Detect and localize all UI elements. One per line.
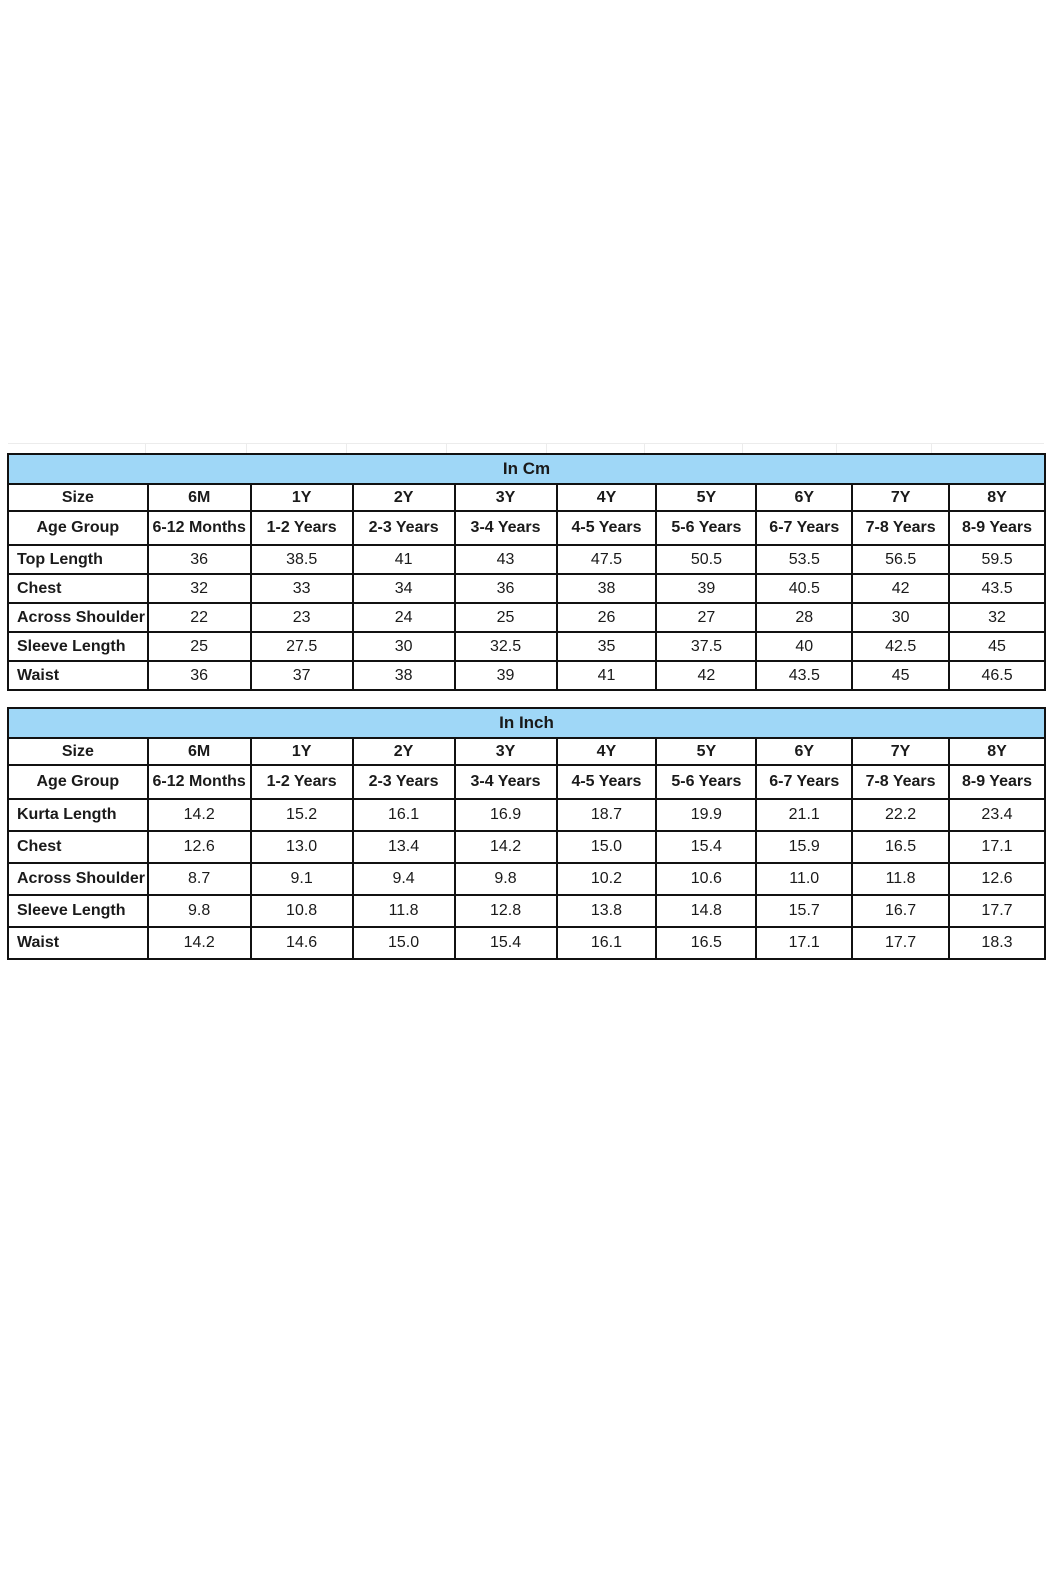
table-row: [8, 927, 1045, 959]
measurement-value: 14.2: [148, 927, 251, 959]
measurement-value: 32.5: [455, 632, 557, 661]
size-label: Size: [8, 484, 148, 511]
table-title-row: [8, 454, 1045, 484]
measurement-value: 39: [656, 574, 756, 603]
table-title-row: [8, 708, 1045, 738]
measurement-value: 38: [557, 574, 657, 603]
table-row: [8, 574, 1045, 603]
age-group-cell: 8-9 Years: [949, 511, 1045, 545]
size-header-row: [8, 738, 1045, 765]
size-header-cell: 6Y: [756, 738, 852, 765]
measurement-value: 40: [756, 632, 852, 661]
age-group-cell: 4-5 Years: [557, 511, 657, 545]
measurement-value: 15.0: [557, 831, 657, 863]
measurement-value: 15.4: [656, 831, 756, 863]
measurement-value: 12.8: [455, 895, 557, 927]
measurement-label: Top Length: [8, 545, 148, 574]
age-group-row: [8, 511, 1045, 545]
measurement-value: 13.8: [557, 895, 657, 927]
measurement-value: 17.1: [949, 831, 1045, 863]
measurement-value: 56.5: [852, 545, 949, 574]
measurement-value: 16.1: [557, 927, 657, 959]
measurement-value: 35: [557, 632, 657, 661]
age-group-cell: 1-2 Years: [251, 511, 353, 545]
measurement-value: 16.7: [852, 895, 949, 927]
table-row: [8, 545, 1045, 574]
size-label: Size: [8, 738, 148, 765]
size-header-cell: 3Y: [455, 484, 557, 511]
measurement-value: 13.0: [251, 831, 353, 863]
measurement-value: 27: [656, 603, 756, 632]
measurement-value: 25: [455, 603, 557, 632]
measurement-value: 11.8: [852, 863, 949, 895]
measurement-label: Sleeve Length: [8, 895, 148, 927]
measurement-value: 46.5: [949, 661, 1045, 690]
measurement-value: 50.5: [656, 545, 756, 574]
measurement-value: 42: [656, 661, 756, 690]
measurement-value: 9.8: [455, 863, 557, 895]
measurement-value: 17.7: [949, 895, 1045, 927]
measurement-value: 14.2: [148, 799, 251, 831]
measurement-value: 17.7: [852, 927, 949, 959]
measurement-value: 42: [852, 574, 949, 603]
measurement-value: 40.5: [756, 574, 852, 603]
measurement-value: 21.1: [756, 799, 852, 831]
size-header-cell: 4Y: [557, 738, 657, 765]
measurement-value: 18.7: [557, 799, 657, 831]
measurement-label: Across Shoulder: [8, 863, 148, 895]
measurement-value: 10.6: [656, 863, 756, 895]
measurement-value: 47.5: [557, 545, 657, 574]
measurement-value: 36: [148, 545, 251, 574]
measurement-value: 53.5: [756, 545, 852, 574]
age-group-cell: 2-3 Years: [353, 511, 455, 545]
measurement-label: Chest: [8, 574, 148, 603]
age-group-cell: 3-4 Years: [455, 765, 557, 799]
size-header-row: [8, 484, 1045, 511]
measurement-value: 14.8: [656, 895, 756, 927]
size-header-cell: 8Y: [949, 738, 1045, 765]
measurement-value: 24: [353, 603, 455, 632]
age-group-cell: 2-3 Years: [353, 765, 455, 799]
measurement-label: Chest: [8, 831, 148, 863]
measurement-value: 16.5: [656, 927, 756, 959]
size-header-cell: 8Y: [949, 484, 1045, 511]
measurement-value: 27.5: [251, 632, 353, 661]
age-group-cell: 6-12 Months: [148, 765, 251, 799]
measurement-value: 19.9: [656, 799, 756, 831]
table-row: [8, 632, 1045, 661]
age-group-cell: 4-5 Years: [557, 765, 657, 799]
size-header-cell: 4Y: [557, 484, 657, 511]
measurement-label: Waist: [8, 661, 148, 690]
size-chart-cm: [7, 453, 1046, 691]
size-header-cell: 2Y: [353, 484, 455, 511]
measurement-value: 32: [148, 574, 251, 603]
size-header-cell: 5Y: [656, 484, 756, 511]
measurement-value: 30: [852, 603, 949, 632]
measurement-value: 15.9: [756, 831, 852, 863]
size-header-cell: 3Y: [455, 738, 557, 765]
table-row: [8, 895, 1045, 927]
table-row: [8, 661, 1045, 690]
measurement-value: 8.7: [148, 863, 251, 895]
measurement-value: 42.5: [852, 632, 949, 661]
measurement-value: 36: [455, 574, 557, 603]
measurement-value: 38.5: [251, 545, 353, 574]
age-group-cell: 3-4 Years: [455, 511, 557, 545]
age-group-row: [8, 765, 1045, 799]
measurement-value: 15.4: [455, 927, 557, 959]
measurement-value: 11.0: [756, 863, 852, 895]
measurement-value: 28: [756, 603, 852, 632]
measurement-value: 23: [251, 603, 353, 632]
age-group-cell: 8-9 Years: [949, 765, 1045, 799]
size-header-cell: 7Y: [852, 738, 949, 765]
measurement-value: 32: [949, 603, 1045, 632]
measurement-value: 36: [148, 661, 251, 690]
age-group-label: Age Group: [8, 765, 148, 799]
size-header-cell: 1Y: [251, 484, 353, 511]
table-title: In Cm: [8, 454, 1045, 484]
measurement-value: 37: [251, 661, 353, 690]
age-group-cell: 6-7 Years: [756, 511, 852, 545]
size-chart-inch: [7, 707, 1046, 960]
measurement-value: 15.7: [756, 895, 852, 927]
table-row: [8, 831, 1045, 863]
measurement-value: 39: [455, 661, 557, 690]
size-header-cell: 1Y: [251, 738, 353, 765]
measurement-value: 9.1: [251, 863, 353, 895]
measurement-value: 41: [353, 545, 455, 574]
measurement-value: 12.6: [148, 831, 251, 863]
measurement-value: 18.3: [949, 927, 1045, 959]
measurement-value: 16.1: [353, 799, 455, 831]
measurement-label: Waist: [8, 927, 148, 959]
size-header-cell: 7Y: [852, 484, 949, 511]
age-group-cell: 7-8 Years: [852, 511, 949, 545]
measurement-value: 43.5: [949, 574, 1045, 603]
measurement-value: 16.5: [852, 831, 949, 863]
size-header-cell: 6M: [148, 738, 251, 765]
measurement-value: 22: [148, 603, 251, 632]
table-row: [8, 799, 1045, 831]
measurement-value: 11.8: [353, 895, 455, 927]
measurement-value: 37.5: [656, 632, 756, 661]
measurement-value: 10.8: [251, 895, 353, 927]
table-row: [8, 863, 1045, 895]
measurement-value: 12.6: [949, 863, 1045, 895]
measurement-value: 16.9: [455, 799, 557, 831]
measurement-value: 45: [852, 661, 949, 690]
measurement-label: Across Shoulder: [8, 603, 148, 632]
size-header-cell: 5Y: [656, 738, 756, 765]
table-row: [8, 603, 1045, 632]
age-group-cell: 5-6 Years: [656, 765, 756, 799]
measurement-value: 38: [353, 661, 455, 690]
measurement-value: 41: [557, 661, 657, 690]
measurement-value: 43: [455, 545, 557, 574]
size-header-cell: 6Y: [756, 484, 852, 511]
measurement-value: 26: [557, 603, 657, 632]
measurement-value: 10.2: [557, 863, 657, 895]
measurement-value: 43.5: [756, 661, 852, 690]
measurement-value: 9.4: [353, 863, 455, 895]
measurement-value: 23.4: [949, 799, 1045, 831]
age-group-label: Age Group: [8, 511, 148, 545]
measurement-value: 25: [148, 632, 251, 661]
measurement-value: 14.6: [251, 927, 353, 959]
measurement-value: 9.8: [148, 895, 251, 927]
size-header-cell: 6M: [148, 484, 251, 511]
measurement-value: 30: [353, 632, 455, 661]
measurement-value: 45: [949, 632, 1045, 661]
measurement-value: 17.1: [756, 927, 852, 959]
measurement-value: 14.2: [455, 831, 557, 863]
measurement-value: 15.0: [353, 927, 455, 959]
measurement-value: 13.4: [353, 831, 455, 863]
measurement-value: 59.5: [949, 545, 1045, 574]
age-group-cell: 7-8 Years: [852, 765, 949, 799]
measurement-label: Sleeve Length: [8, 632, 148, 661]
measurement-value: 34: [353, 574, 455, 603]
measurement-value: 33: [251, 574, 353, 603]
measurement-label: Kurta Length: [8, 799, 148, 831]
age-group-cell: 6-7 Years: [756, 765, 852, 799]
table-title: In Inch: [8, 708, 1045, 738]
age-group-cell: 1-2 Years: [251, 765, 353, 799]
age-group-cell: 5-6 Years: [656, 511, 756, 545]
size-header-cell: 2Y: [353, 738, 455, 765]
measurement-value: 15.2: [251, 799, 353, 831]
age-group-cell: 6-12 Months: [148, 511, 251, 545]
measurement-value: 22.2: [852, 799, 949, 831]
